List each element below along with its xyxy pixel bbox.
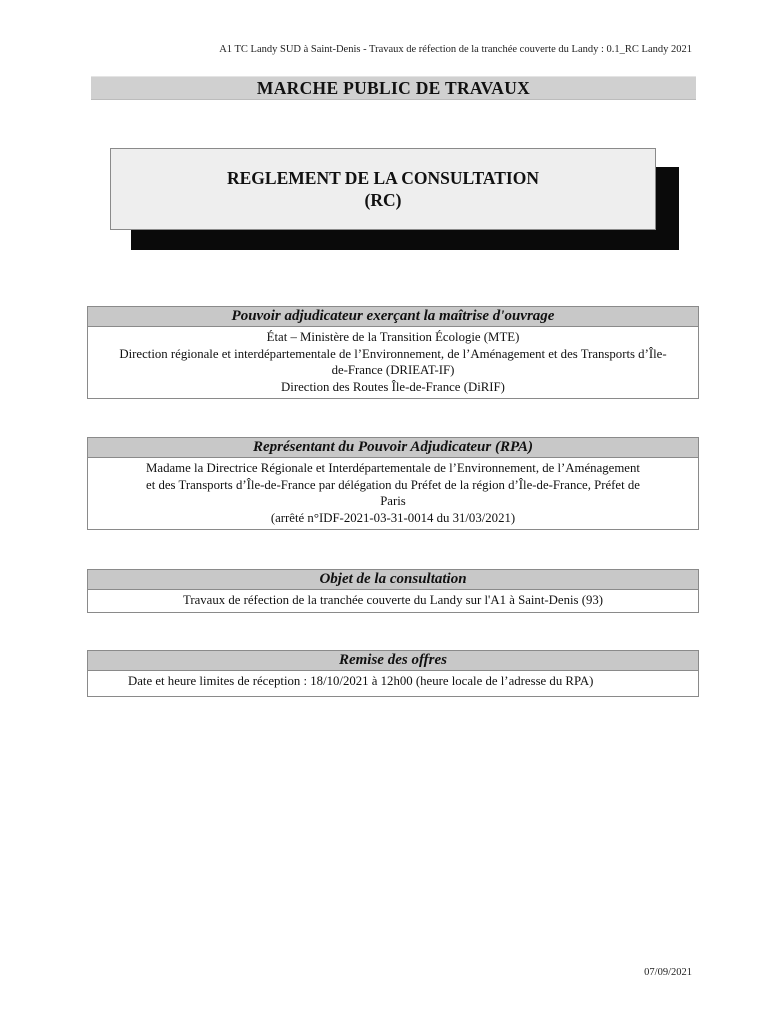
running-header: A1 TC Landy SUD à Saint-Denis - Travaux de réfection de la tranchée couverte du Landy : 0.1_RC Landy 2021 — [219, 44, 692, 55]
section-body — [88, 671, 698, 696]
section-body — [88, 590, 698, 612]
section-title: Pouvoir adjudicateur exerçant la maîtrise d'ouvrage — [88, 307, 698, 327]
section-remise-offres — [87, 650, 699, 697]
section-line: Madame la Directrice Régionale et Interdépartementale de l’Environnement, de l’Aménagement et des Transports d’Île-de-France par délégation du Préfet de la région d’Île-de-France, Préfet de Paris — [146, 461, 640, 508]
section-rpa — [87, 437, 699, 530]
section-line: Travaux de réfection de la tranchée couverte du Landy sur l'A1 à Saint-Denis (93) — [182, 593, 604, 607]
section-line: État – Ministère de la Transition Écologie (MTE) — [266, 330, 520, 344]
section-line: Direction des Routes Île-de-France (DiRIF) — [281, 379, 505, 394]
section-body — [88, 327, 698, 398]
section-line: Date et heure limites de réception : 18/10/2021 à 12h00 (heure locale de l’adresse du RPA) — [128, 674, 594, 688]
rc-title-box — [110, 148, 656, 230]
section-title: Représentant du Pouvoir Adjudicateur (RPA) — [88, 438, 698, 458]
section-line: (arrêté n°IDF-2021-03-31-0014 du 31/03/2021) — [270, 510, 516, 525]
section-title: Remise des offres — [88, 651, 698, 671]
section-title: Objet de la consultation — [88, 570, 698, 590]
section-line: Direction régionale et interdépartementale de l’Environnement, de l’Aménagement et des Transports d’Île-de-France (DRIEAT-IF) — [119, 346, 667, 377]
section-objet — [87, 569, 699, 613]
section-body — [88, 458, 698, 529]
rc-title-line2: (RC) — [364, 190, 402, 210]
footer-date: 07/09/2021 — [644, 967, 692, 978]
rc-title-line1: REGLEMENT DE LA CONSULTATION — [226, 168, 539, 188]
section-pouvoir-adjudicateur — [87, 306, 699, 399]
document-type-banner: MARCHE PUBLIC DE TRAVAUX — [91, 76, 696, 100]
